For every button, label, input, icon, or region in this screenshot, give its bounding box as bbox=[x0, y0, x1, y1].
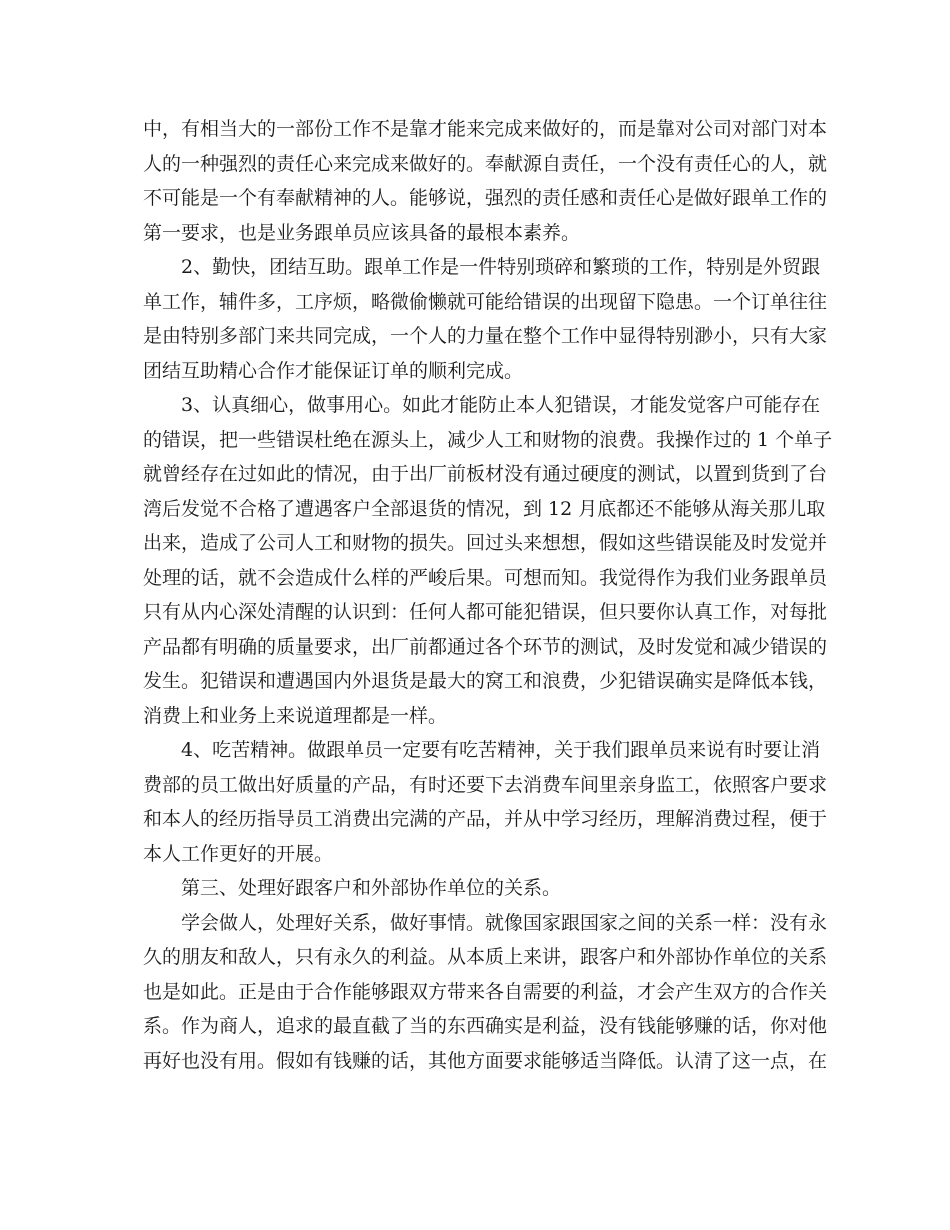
document-body bbox=[143, 112, 833, 1078]
text-line: 不可能是一个有奉献精神的人。能够说，强烈的责任感和责任心是做好跟单工作的 bbox=[143, 187, 828, 209]
text-line: 团结互助精心合作才能保证订单的顺利完成。 bbox=[143, 359, 524, 382]
paragraph-start: 学会做人，处理好关系，做好事情。就像国家跟国家之间的关系一样：没有永 bbox=[181, 911, 828, 934]
text-line: 系。作为商人，追求的最直截了当的东西确实是利益，没有钱能够赚的话，你对他 bbox=[143, 1015, 828, 1037]
text-line: 出来，造成了公司人工和财物的损失。回过头来想想，假如这些错误能及时发觉并 bbox=[143, 532, 828, 554]
text-line: 第一要求，也是业务跟单员应该具备的最根本素养。 bbox=[143, 221, 581, 244]
text-line: 湾后发觉不合格了遭遇客户全部退货的情况，到 12 月底都还不能够从海关那儿取 bbox=[143, 497, 826, 520]
text-line: 人的一种强烈的责任心来完成来做好的。奉献源自责任，一个没有责任心的人，就 bbox=[143, 152, 828, 175]
text-line: 的错误，把一些错误杜绝在源头上，减少人工和财物的浪费。我操作过的 1 个单子 bbox=[143, 428, 833, 451]
text-line: 单工作，辅件多，工序烦，略微偷懒就可能给错误的出现留下隐患。一个订单往往 bbox=[143, 290, 828, 313]
text-line: 发生。犯错误和遭遇国内外退货是最大的窝工和浪费，少犯错误确实是降低本钱， bbox=[143, 670, 828, 692]
text-line: 和本人的经历指导员工消费出完满的产品，并从中学习经历，理解消费过程，便于 bbox=[143, 808, 828, 830]
text-line: 也是如此。正是由于合作能够跟双方带来各自需要的利益，才会产生双方的合作关 bbox=[143, 980, 828, 1003]
text-line: 中，有相当大的一部份工作不是靠才能来完成来做好的，而是靠对公司对部门对本 bbox=[143, 118, 828, 140]
text-line: 只有从内心深处清醒的认识到：任何人都可能犯错误，但只要你认真工作，对每批 bbox=[143, 601, 828, 623]
paragraph-item-2-start: 2、勤快，团结互助。跟单工作是一件特别琐碎和繁琐的工作，特别是外贸跟 bbox=[181, 256, 821, 278]
paragraph-item-4-start: 4、吃苦精神。做跟单员一定要有吃苦精神，关于我们跟单员来说有时要让消 bbox=[181, 739, 821, 761]
text-line: 久的朋友和敌人，只有永久的利益。从本质上来讲，跟客户和外部协作单位的关系 bbox=[143, 946, 828, 968]
text-line: 产品都有明确的质量要求，出厂前都通过各个环节的测试，及时发觉和减少错误的 bbox=[143, 635, 828, 658]
text-line: 费部的员工做出好质量的产品，有时还要下去消费车间里亲身监工，依照客户要求 bbox=[143, 773, 828, 796]
text-line: 消费上和业务上来说道理都是一样。 bbox=[143, 704, 448, 727]
section-heading: 第三、处理好跟客户和外部协作单位的关系。 bbox=[181, 877, 562, 899]
text-line: 就曾经存在过如此的情况，由于出厂前板材没有通过硬度的测试，以置到货到了台 bbox=[143, 463, 828, 485]
text-line: 本人工作更好的开展。 bbox=[143, 842, 334, 865]
paragraph-item-3-start: 3、认真细心，做事用心。如此才能防止本人犯错误，才能发觉客户可能存在 bbox=[181, 394, 821, 416]
text-line: 再好也没有用。假如有钱赚的话，其他方面要求能够适当降低。认清了这一点，在 bbox=[143, 1049, 828, 1072]
text-line: 处理的话，就不会造成什么样的严峻后果。可想而知。我觉得作为我们业务跟单员 bbox=[143, 566, 828, 589]
text-line: 是由特别多部门来共同完成，一个人的力量在整个工作中显得特别渺小，只有大家 bbox=[143, 325, 828, 347]
